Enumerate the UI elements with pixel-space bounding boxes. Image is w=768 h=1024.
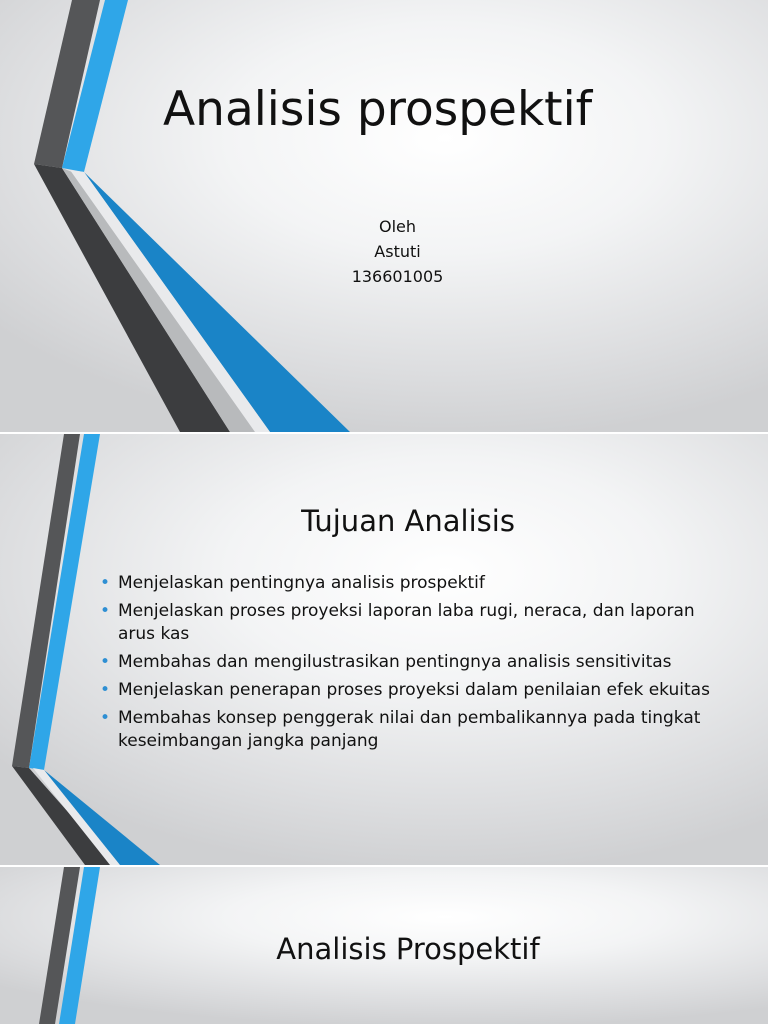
list-item-text: Menjelaskan proses proyeksi laporan laba rugi, neraca, dan laporan arus kas [118, 601, 695, 644]
list-item [100, 679, 720, 702]
slide-title [0, 0, 768, 432]
slide-section-heading: Analisis Prospektif [276, 932, 540, 966]
subtitle-line: 136601005 [351, 267, 444, 286]
list-item [100, 600, 720, 646]
bullet-icon: • [100, 601, 111, 621]
slide-section [0, 867, 768, 1024]
list-item-text: Menjelaskan penerapan proses proyeksi dalam penilaian efek ekuitas [118, 680, 710, 700]
bullet-icon: • [100, 680, 111, 700]
bullet-icon: • [100, 708, 111, 728]
subtitle-line: Astuti [374, 242, 421, 261]
list-item [100, 572, 720, 595]
slide-title-heading: Analisis prospektif [163, 82, 593, 137]
subtitle-line: Oleh [378, 217, 417, 236]
list-item [100, 651, 720, 674]
slide-objectives [0, 434, 768, 865]
objectives-list [100, 572, 720, 758]
slide-subtitle [330, 214, 465, 289]
bullet-icon: • [100, 573, 111, 593]
list-item [100, 707, 720, 753]
list-item-text: Menjelaskan pentingnya analisis prospektif [118, 573, 485, 593]
bullet-icon: • [100, 652, 111, 672]
list-item-text: Membahas konsep penggerak nilai dan pembalikannya pada tingkat keseimbangan jangka panjang [118, 708, 701, 751]
list-item-text: Membahas dan mengilustrasikan pentingnya analisis sensitivitas [118, 652, 672, 672]
slide-objectives-heading: Tujuan Analisis [301, 504, 515, 538]
